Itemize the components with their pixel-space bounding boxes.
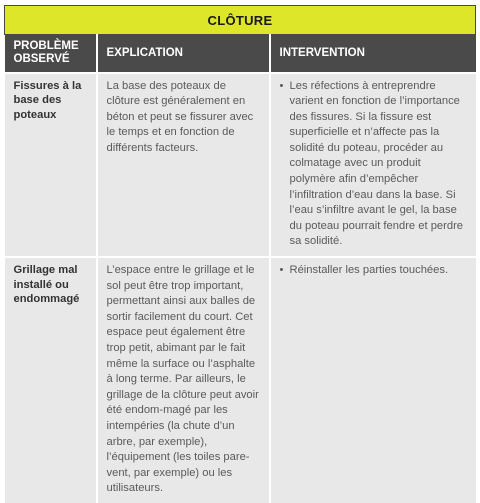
intervention-text: Réinstaller les parties touchées. [289,264,449,277]
header-probleme: PROBLÈME OBSERVÉ [5,35,97,73]
table-title: CLÔTURE [5,6,476,35]
explanation-cell: L’espace entre le grillage et le sol peut être trop important, permettant ainsi aux balles de sortir facilement du court. Cet espace peut également être trop petit, abimant par le fait même la surface ou l’asphalte à long terme. Par ailleurs, le grillage de la clôture peut avoir été endom-magé par les intempéries (la chute d’un arbre, par exemple), l’équipement (les toiles pare-vent, par exemple) ou les utilisateurs. [97,257,270,503]
header-explication: EXPLICATION [97,35,270,73]
cloture-table-container [4,5,475,503]
problem-cell: Fissures à la base des poteaux [5,73,97,258]
table-row [5,257,476,503]
header-intervention: INTERVENTION [270,35,476,73]
table-row [5,73,476,258]
bullet-icon: • [279,264,284,277]
table-title-row [5,6,476,35]
explanation-cell: La base des poteaux de clôture est généralement en béton et peut se fissurer avec le temps et en fonction de différents facteurs. [97,73,270,258]
intervention-bullet-item [280,79,467,251]
intervention-bullet-item [280,263,467,279]
cloture-table [4,5,476,503]
bullet-icon: • [279,79,284,92]
intervention-cell [270,73,476,258]
intervention-text: Les réfections à entreprendre varient en fonction de l’importance des fissures. Si la fissure est superficielle et n’affecte pas la solidité du poteau, procéder au colmatage avec un produit polymère afin d’empêcher l’infiltration d’eau dans la base. Si l’eau s’infiltre avant le gel, la base du poteau pourrait fendre et perdre sa solidité. [289,79,464,248]
table-header-row [5,35,476,73]
problem-cell: Grillage mal installé ou endommagé [5,257,97,503]
intervention-cell [270,257,476,503]
